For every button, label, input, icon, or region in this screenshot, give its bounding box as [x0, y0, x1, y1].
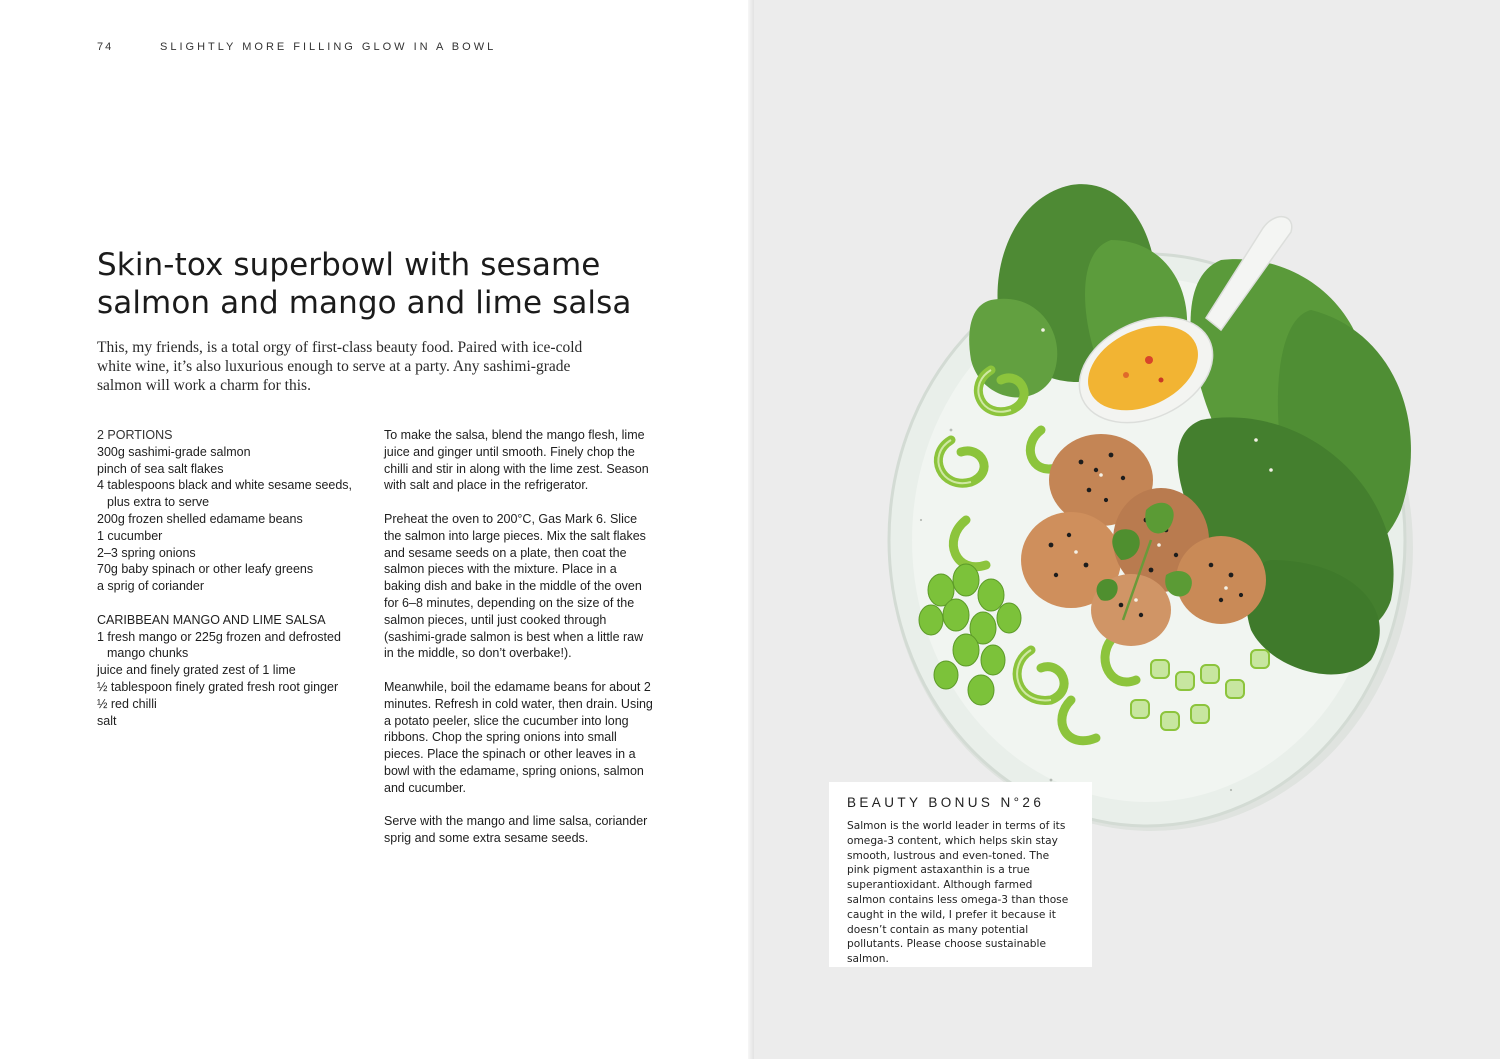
recipe-intro: This, my friends, is a total orgy of first-class beauty food. Paired with ice-cold white wine, it’s also luxurious enough to serve at a party. Any sashimi-grade salmon will work a charm for this. — [97, 339, 583, 394]
beauty-bonus-text: Salmon is the world leader in terms of its omega-3 content, which helps skin stay smooth, lustrous and even-toned. The pink pigment astaxanthin is a true superantioxidant. Although farmed salmon contains less omega-3 than those caught in the wild, I prefer it because it doesn’t contain as many potential pollutants. Please choose sustainable salmon. — [847, 820, 1069, 966]
salsa-ingredient-list — [97, 629, 377, 730]
recipe-title — [97, 246, 657, 322]
ingredient-item: 300g sashimi-grade salmon — [97, 444, 251, 459]
salsa-ingredient-item: salt — [97, 713, 117, 728]
running-head — [97, 41, 496, 53]
ingredient-item: 2–3 spring onions — [97, 545, 196, 560]
salsa-ingredient-item: 1 fresh mango or 225g frozen and defrosted mango chunks — [97, 629, 341, 661]
method-step: Meanwhile, boil the edamame beans for about 2 minutes. Refresh in cold water, then drain. Using a potato peeler, slice the cucumber into long ribbons. Chop the spring onions into small pieces. Place the spinach or other leaves in a bowl with the edamame, spring onions, salmon and cucumber. — [384, 679, 653, 795]
ingredient-item: a sprig of coriander — [97, 579, 205, 594]
ingredient-item: 200g frozen shelled edamame beans — [97, 511, 303, 526]
salsa-heading: CARIBBEAN MANGO AND LIME SALSA — [97, 612, 326, 627]
portions-label: 2 PORTIONS — [97, 428, 173, 442]
method-step: Preheat the oven to 200°C, Gas Mark 6. Slice the salmon into large pieces. Mix the salt flakes and sesame seeds on a plate, then coat the salmon pieces with the mixture. Place in a baking dish and bake in the middle of the oven for 6–8 minutes, depending on the size of the salmon pieces, until just cooked through (sashimi-grade salmon is best when a little raw in the middle, so don’t overbake!). — [384, 511, 646, 661]
method-column — [384, 427, 656, 864]
beauty-bonus-title: BEAUTY BONUS N°26 — [847, 795, 1045, 810]
salsa-ingredient-item: juice and finely grated zest of 1 lime — [97, 663, 296, 678]
recipe-title-line-1: Skin-tox superbowl with sesame — [97, 247, 601, 283]
recipe-title-line-2: salmon and mango and lime salsa — [97, 285, 632, 321]
ingredient-item: pinch of sea salt flakes — [97, 461, 224, 476]
method-step: Serve with the mango and lime salsa, coriander sprig and some extra sesame seeds. — [384, 814, 648, 846]
method-step: To make the salsa, blend the mango flesh, lime juice and ginger until smooth. Finely chop the chilli and stir in along with the lime zest. Season with salt and place in the refrigerator. — [384, 428, 649, 493]
salsa-ingredient-item: ½ red chilli — [97, 696, 157, 711]
salsa-ingredient-item: ½ tablespoon finely grated fresh root ginger — [97, 679, 339, 694]
ingredient-list — [97, 444, 377, 595]
ingredients-column — [97, 427, 377, 729]
ingredient-item: 70g baby spinach or other leafy greens — [97, 562, 314, 577]
ingredient-item: 1 cucumber — [97, 528, 163, 543]
section-title: SLIGHTLY MORE FILLING GLOW IN A BOWL — [160, 41, 497, 53]
book-gutter — [748, 0, 754, 1059]
page-number: 74 — [97, 41, 114, 53]
beauty-bonus-box — [829, 782, 1092, 967]
ingredient-item: 4 tablespoons black and white sesame seeds, plus extra to serve — [97, 478, 353, 510]
